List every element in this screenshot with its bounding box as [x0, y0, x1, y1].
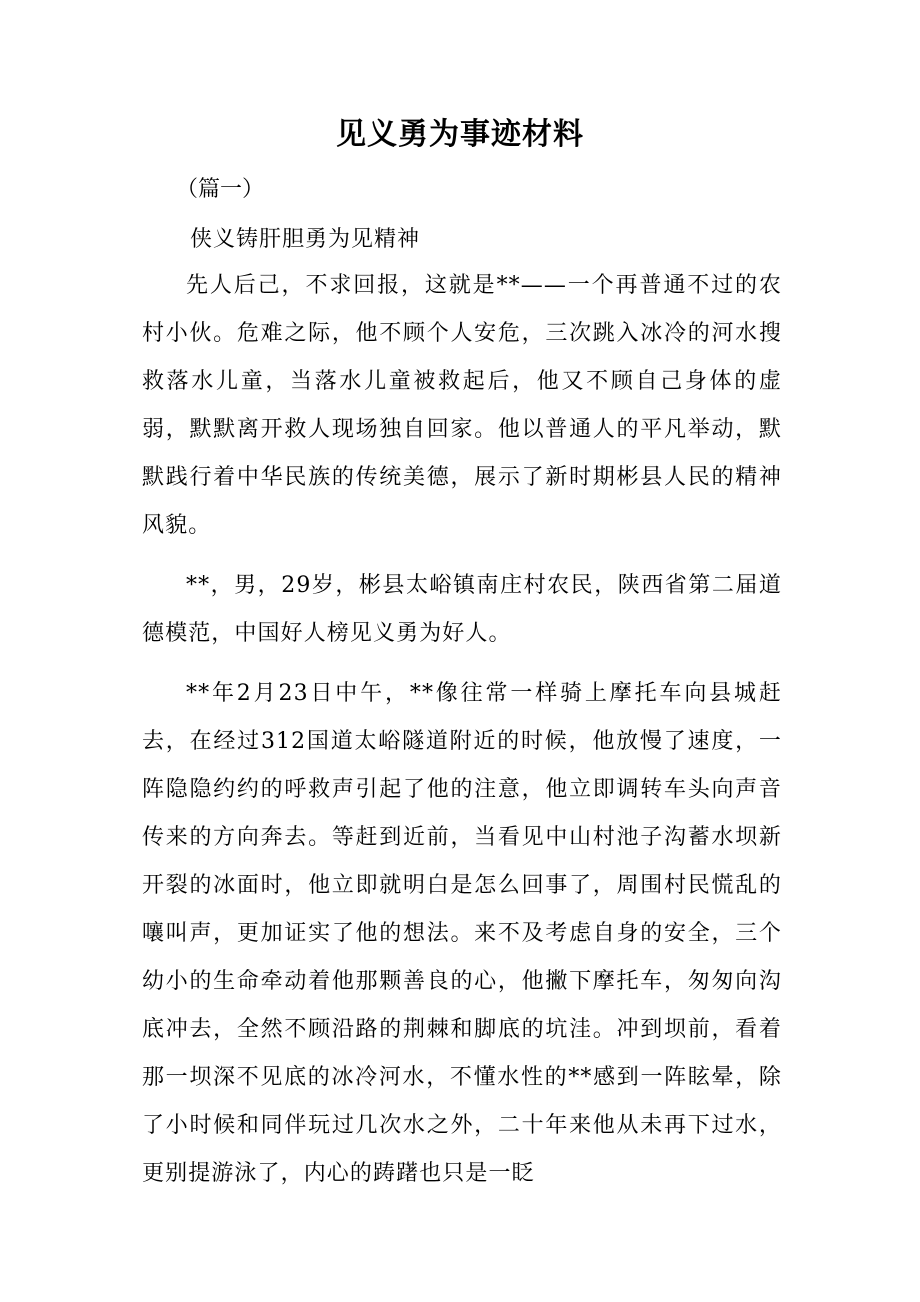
paragraph-story: **年2月23日中午，**像往常一样骑上摩托车向县城赶去，在经过312国道太峪隧道附近的时候，他放慢了速度，一阵隐隐约约的呼救声引起了他的注意，他立即调转车头向声音传来的方向奔去。等赶到近前，当看见中山村池子沟蓄水坝新开裂的冰面时，他立即就明白是怎么回事了，周围村民慌乱的嚷叫声，更加证实了他的想法。来不及考虑自身的安全，三个幼小的生命牵动着他那颗善良的心，他撇下摩托车，匆匆向沟底冲去，全然不顾沿路的荆棘和脚底的坑洼。冲到坝前，看着那一坝深不见底的冰冷河水，不懂水性的**感到一阵眩晕，除了小时候和同伴玩过几次水之外，二十年来他从未再下过水，更别提游泳了，内心的踌躇也只是一眨	[142, 681, 782, 1186]
section-label: （篇一）	[176, 177, 265, 202]
document-body	[142, 262, 782, 1210]
paragraph-profile: **，男，29岁，彬县太峪镇南庄村农民，陕西省第二届道德模范，中国好人榜见义勇为好人。	[142, 573, 782, 646]
document-subtitle: 侠义铸肝胆勇为见精神	[190, 227, 421, 252]
document-title: 见义勇为事迹材料	[336, 117, 584, 152]
paragraph-intro: 先人后己，不求回报，这就是**——一个再普通不过的农村小伙。危难之际，他不顾个人安危，三次跳入冰冷的河水搜救落水儿童，当落水儿童被救起后，他又不顾自己身体的虚弱，默默离开救人现场独自回家。他以普通人的平凡举动，默默践行着中华民族的传统美德，展示了新时期彬县人民的精神风貌。	[142, 273, 782, 538]
